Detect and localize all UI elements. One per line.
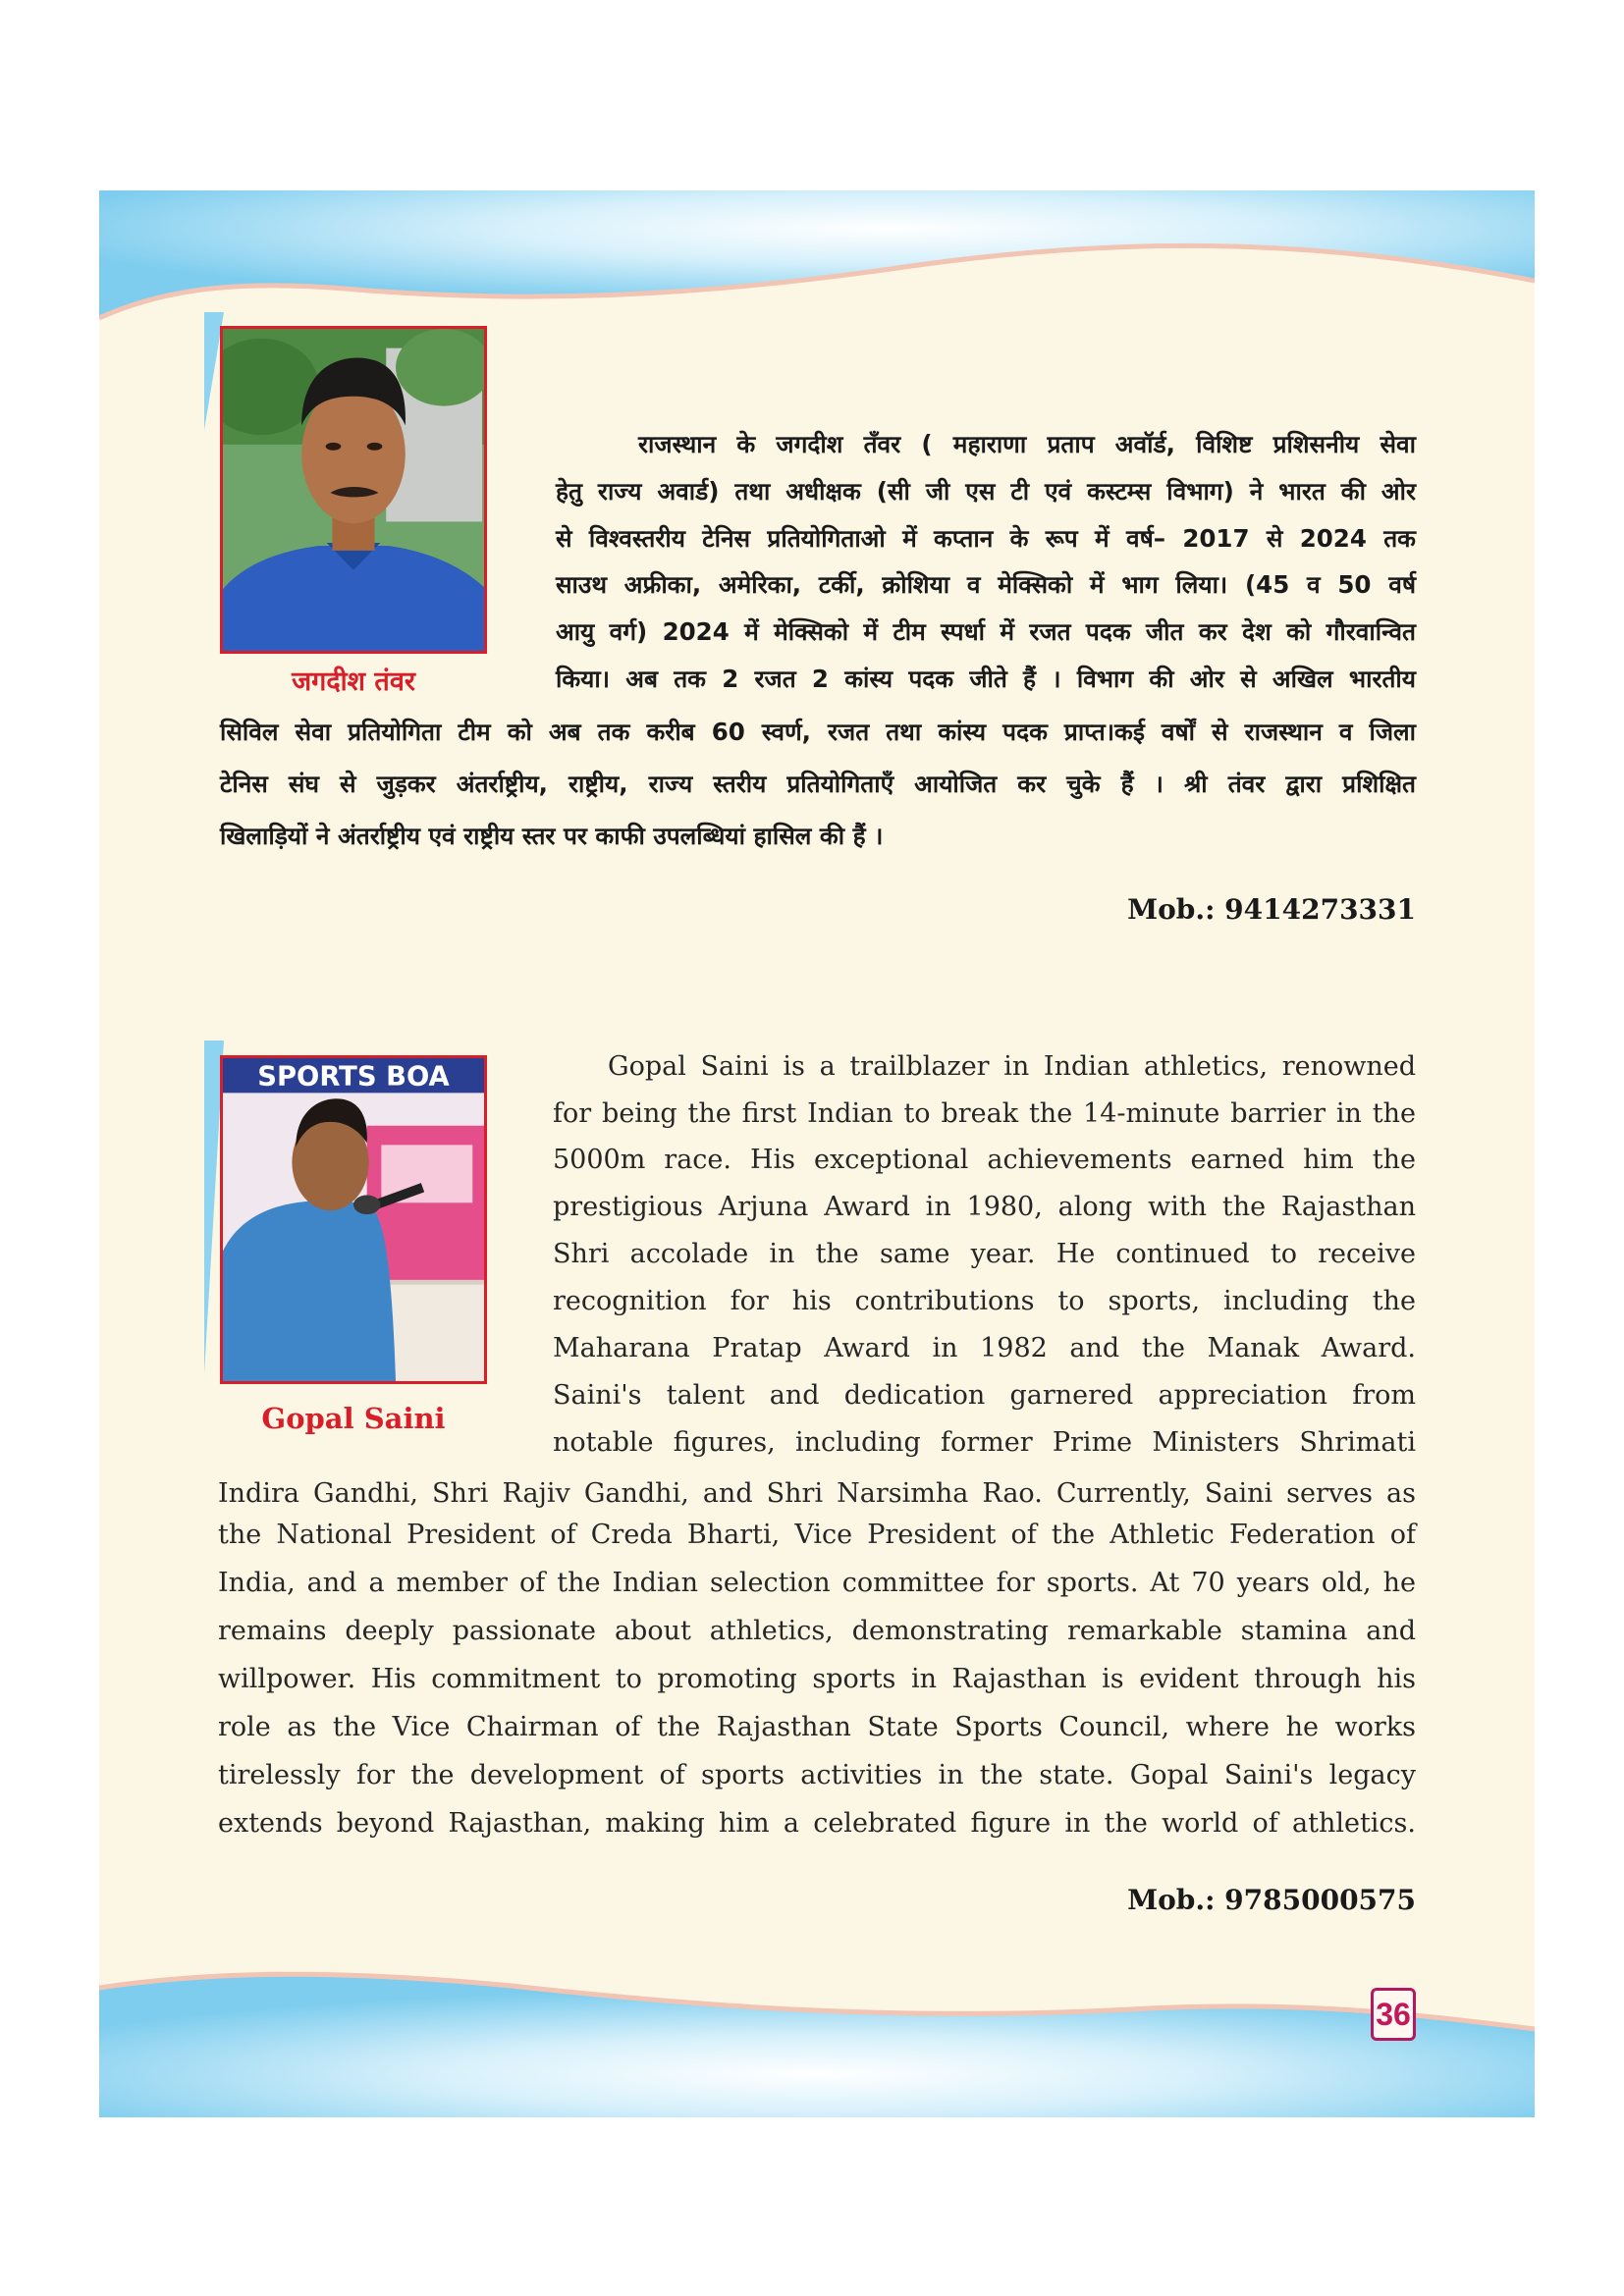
profile1-line: आयु वर्ग) 2024 में मेक्सिको में टीम स्पर्धा में रजत पदक जीत कर देश को गौरवान्वित [556,617,1416,646]
profile2-line: the National President of Creda Bharti, Vice President of the Athletic Federation of [218,1520,1416,1550]
profile1-line: से विश्वस्तरीय टेनिस प्रतियोगिताओ में कप्तान के रूप में वर्ष– 2017 से 2024 तक [556,524,1416,553]
bottom-wave-band [99,1970,1535,2117]
photo-banner-text: SPORTS BOA [257,1061,450,1093]
profile1-line: खिलाड़ियों ने अंतर्राष्ट्रीय एवं राष्ट्रीय स्तर पर काफी उपलब्धियां हासिल की हैं । [220,822,884,850]
photo-caption-gopal: Gopal Saini [261,1402,446,1435]
portrait-photo-gopal [220,1055,487,1384]
top-wave-band [99,190,1535,338]
profile1-line: किया। अब तक 2 रजत 2 कांस्य पदक जीते हैं । विभाग की ओर से अखिल भारतीय [556,665,1416,693]
mobile-number-gopal: Mob.: 9785000575 [1127,1884,1416,1916]
page-number: 36 [1371,1988,1416,2041]
profile1-line: राजस्थान के जगदीश तँवर ( महाराणा प्रताप अवॉर्ड, विशिष्ट प्रशिसनीय सेवा [638,430,1416,458]
mobile-number-jagdish: Mob.: 9414273331 [1127,893,1416,926]
profile2-line: willpower. His commitment to promoting sports in Rajasthan is evident through his [218,1664,1416,1694]
profile2-line: prestigious Arjuna Award in 1980, along with the Rajasthan [553,1192,1416,1222]
profile2-line: role as the Vice Chairman of the Rajasthan State Sports Council, where he works [218,1712,1416,1742]
profile1-line: सिविल सेवा प्रतियोगिता टीम को अब तक करीब 60 स्वर्ण, रजत तथा कांस्य पदक प्राप्त।कई वर्षों से राजस्थान व जिला [220,718,1416,746]
profile1-line: साउथ अफ्रीका, अमेरिका, टर्की, क्रोशिया व मेक्सिको में भाग लिया। (45 व 50 वर्ष [556,570,1416,599]
profile2-line: recognition for his contributions to sports, including the [553,1286,1416,1316]
profile1-line: टेनिस संघ से जुड़कर अंतर्राष्ट्रीय, राष्ट्रीय, राज्य स्तरीय प्रतियोगिताएँ आयोजित कर चुके हैं । श्री तंवर द्वारा प्रशिक्षित [220,770,1416,798]
profile2-line: Gopal Saini is a trailblazer in Indian athletics, renowned [608,1051,1416,1082]
profile2-line: Indira Gandhi, Shri Rajiv Gandhi, and Shri Narsimha Rao. Currently, Saini serves as [218,1478,1416,1509]
profile2-line: India, and a member of the Indian selection committee for sports. At 70 years old, he [218,1568,1416,1598]
portrait-photo-jagdish [220,326,487,654]
profile2-line: Maharana Pratap Award in 1982 and the Manak Award. [553,1333,1416,1363]
profile2-line: for being the first Indian to break the 14-minute barrier in the [553,1098,1416,1129]
profile1-line: हेतु राज्य अवार्ड) तथा अधीक्षक (सी जी एस टी एवं कस्टम्स विभाग) ने भारत की ओर [556,477,1416,506]
photo-caption-jagdish: जगदीश तंवर [292,667,415,697]
profile2-line: 5000m race. His exceptional achievements earned him the [553,1145,1416,1175]
profile2-line: tirelessly for the development of sports activities in the state. Gopal Saini's legacy [218,1760,1416,1790]
profile2-line: Shri accolade in the same year. He continued to receive [553,1239,1416,1269]
profile2-line: extends beyond Rajasthan, making him a celebrated figure in the world of athletics. [218,1808,1416,1839]
profile2-line: notable figures, including former Prime Ministers Shrimati [553,1427,1416,1458]
profile2-line: remains deeply passionate about athletics, demonstrating remarkable stamina and [218,1616,1416,1646]
profile2-line: Saini's talent and dedication garnered appreciation from [553,1380,1416,1411]
